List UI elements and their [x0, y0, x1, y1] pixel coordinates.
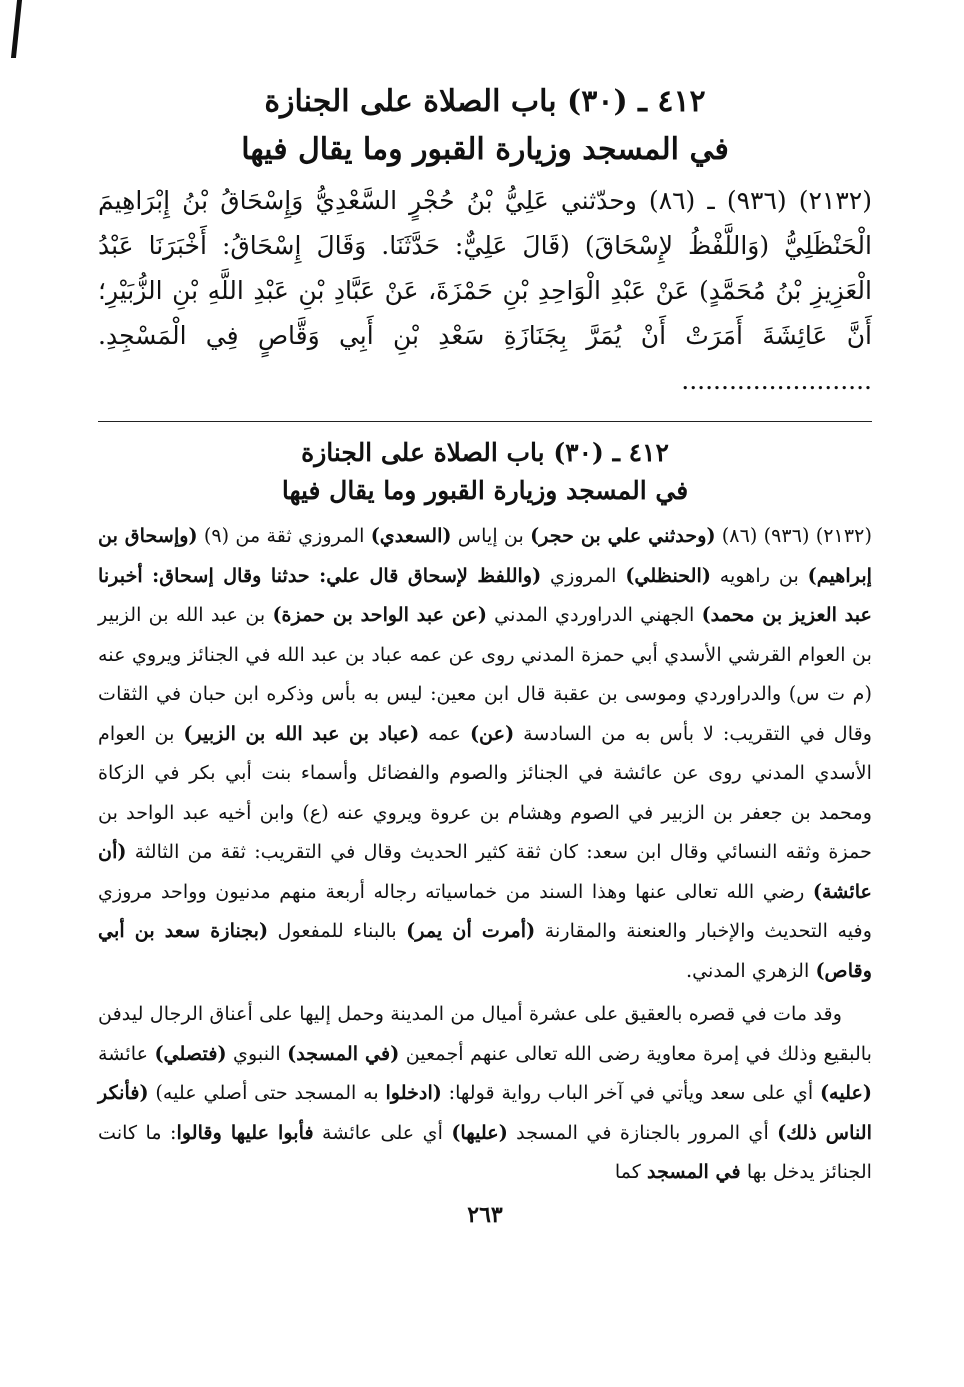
quoted-run: في المسجد — [647, 1160, 741, 1183]
text-run: أي المرور بالجنازة في المسجد — [507, 1120, 778, 1144]
text-run: كما — [614, 1160, 648, 1183]
quoted-run: (وإسحاق بن إبراهيم) — [98, 524, 873, 587]
quoted-run: (عباد بن عبد الله بن الزبير) — [183, 721, 420, 745]
page-number: ٢٦٣ — [467, 1201, 503, 1228]
commentary-chapter-subtitle: في المسجد وزيارة القبور وما يقال فيها — [281, 476, 689, 505]
text-run: الجهني الدراوردي المدني — [486, 603, 702, 626]
text-run: الزهري المدني. — [685, 958, 816, 982]
text-run: المروزي ثقة من (٩) — [197, 524, 371, 547]
quoted-run: (فتصلي) — [154, 1041, 227, 1065]
hadith-text: (٢١٣٢) (٩٣٦) ـ (٨٦) وحدّثني عَلِيُّ بْنُ حُجْرٍ السَّعْدِيُّ وَإِسْحَاقُ بْنُ إِبْرَاهِيمَ الْحَنْظَلِيُّ (وَاللَّفْظُ لإِسْحَاقَ) (قَالَ عَلِيٌّ: حَدَّثَنَا. وَقَالَ إِسْحَاقُ: أَخْبَرَنَا عَبْدُ الْعَزِيزِ بْنُ مُحَمَّدٍ) عَنْ عَبْدِ الْوَاحِدِ بْنِ حَمْزَةَ، عَنْ عَبَّادِ بْنِ عَبْدِ اللَّهِ بْنِ الزُّبَيْرِ؛ أَنَّ عَائِشَةَ أَمَرَتْ أَنْ يُمَرَّ بِجَنَازَةِ سَعْدِ بْنِ أَبِي وَقَّاصٍ فِي الْمَسْجِدِ. ........................ — [98, 186, 872, 395]
quoted-run: (فأنكر الناس ذلك) — [98, 1081, 872, 1144]
text-run: وقد مات في قصره بالعقيق على عشرة أميال من المدينة وحمل إليها على أعناق الرجال ليدفن بالبقيع وذلك في إمرة معاوية رضى الله تعالى عنهم أجمعين — [98, 1002, 872, 1065]
text-run: بن العوام الأسدي المدني روى عن عائشة في الجنائز والصوم والفضائل وأسماء بنت أبي بكر في الزكاة ومحمد بن جعفر بن الزبير في الصوم وهشام بن عروة ويروي عنه (ع) وابن أخيه عبد الواحد بن حمزة وثقه النسائي وقال ابن سعد: كان ثقة كثير الحديث وقال في التقريب: ثقة من الثالثة — [98, 721, 872, 863]
text-run: رضي الله تعالى عنها وهذا السند من خماسياته رجاله أربعة منهم مدنيون وواحد مروزي وفيه التحديث والإخبار والعنعنة والمقارنة — [98, 879, 872, 942]
hadith-chapter-title: ٤١٢ ـ (٣٠) باب الصلاة على الجنازة — [264, 84, 706, 119]
text-run: (٢١٣٢) (٩٣٦) (٨٦) — [715, 524, 872, 547]
text-run: : ما كانت الجنائز يدخل بها — [98, 1120, 872, 1183]
quoted-run: (السعدي) — [370, 524, 452, 547]
text-run: عائشة — [98, 1041, 155, 1065]
margin-mark — [11, 0, 22, 58]
text-run: النبوي — [226, 1041, 288, 1065]
page — [98, 78, 872, 1228]
quoted-run: (واللفظ لإسحاق قال علي: حدثنا وقال إسحاق: أخبرنا عبد العزيز بن محمد) — [98, 563, 872, 626]
text-run: بن إياس — [451, 524, 531, 547]
text-run: به المسجد حتى أصلي عليه) — [148, 1081, 386, 1104]
text-run: المروزي — [541, 563, 626, 587]
commentary-paragraph-2 — [98, 994, 872, 1192]
text-run: أي على سعد ويأتي في آخر الباب رواية قولها: — [441, 1081, 820, 1104]
text-run: بالبناء للمفعول — [268, 919, 407, 942]
quoted-run: (عن عبد الواحد بن حمزة) — [272, 603, 487, 626]
quoted-run: (أمرت أن يمر) — [406, 919, 536, 942]
quoted-run: فأبوا عليها وقالوا — [176, 1120, 314, 1144]
commentary-chapter-title: ٤١٢ ـ (٣٠) باب الصلاة على الجنازة — [301, 438, 669, 467]
text-run: بن عبد الله بن الزبير بن العوام القرشي الأسدي أبي حمزة المدني روى عن عمه عباد بن عبد الله في الجنائز ويروي عنه (م ت س) والدراوردي وموسى بن عقبة قال ابن معين: ليس به بأس وذكره ابن حبان في الثقات وقال في التقريب: لا بأس به من السادسة — [98, 603, 873, 745]
commentary-paragraph-1 — [98, 516, 872, 990]
quoted-run: (الحنظلي) — [625, 563, 711, 587]
quoted-run: (عن) — [469, 721, 515, 745]
quoted-run: (عليه) — [819, 1081, 872, 1104]
quoted-run: (بجنازة سعد بن أبي وقاص) — [98, 919, 872, 982]
section-divider — [98, 421, 872, 422]
quoted-run: (في المسجد) — [287, 1041, 400, 1065]
quoted-run: (أن عائشة) — [98, 840, 872, 903]
text-run: أي على عائشة — [313, 1120, 452, 1144]
text-run: عمه — [419, 721, 470, 745]
hadith-chapter-subtitle: في المسجد وزيارة القبور وما يقال فيها — [241, 132, 729, 167]
text-run: بن راهويه — [710, 563, 808, 587]
quoted-run: (وحدثني علي بن حجر) — [530, 524, 716, 547]
quoted-run: (ادخلوا — [385, 1081, 442, 1104]
quoted-run: (عليها) — [451, 1120, 508, 1144]
